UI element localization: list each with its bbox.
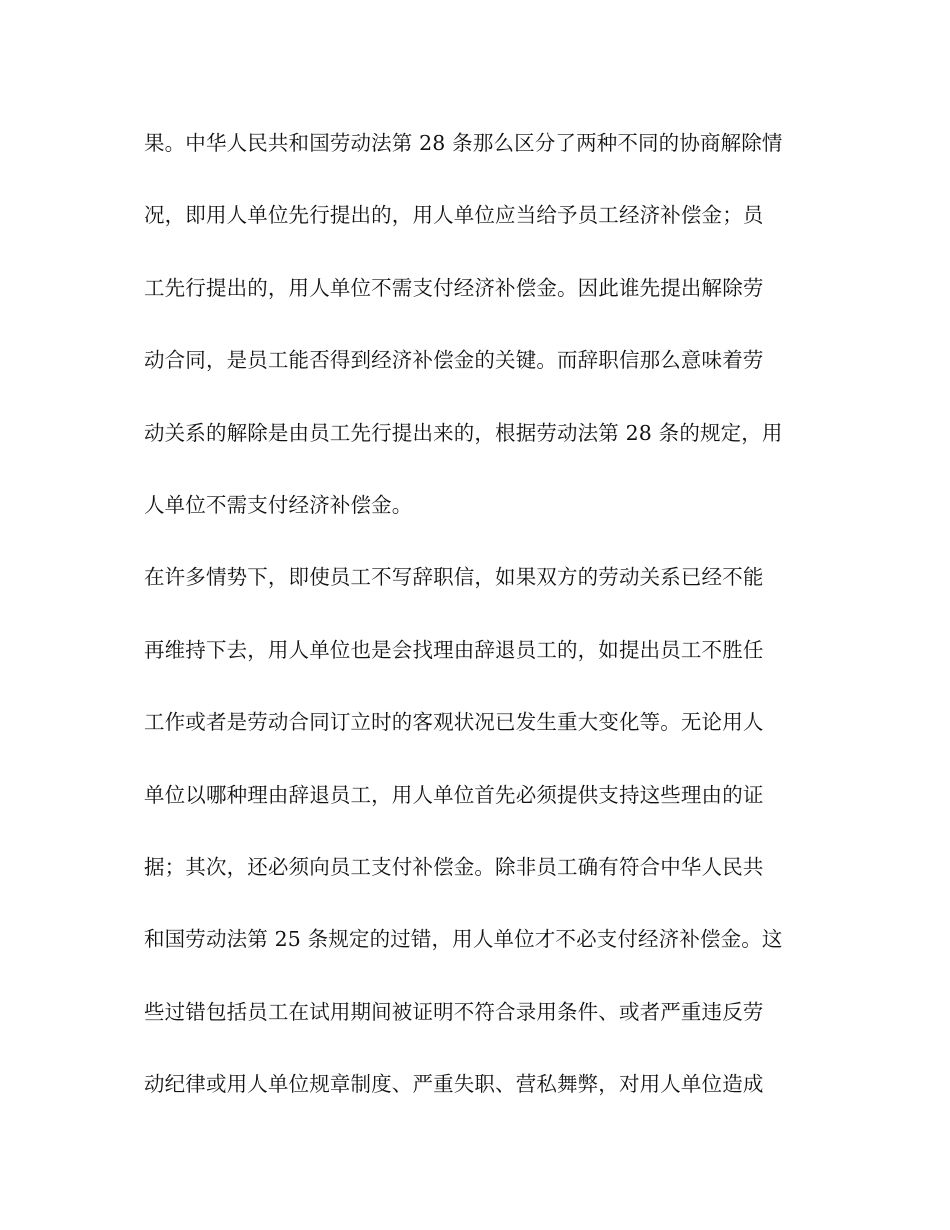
text-line: 据；其次，还必须向员工支付补偿金。除非员工确有符合中华人民共 [144, 854, 764, 879]
text-line: 工作或者是劳动合同订立时的客观状况已发生重大变化等。无论用人 [144, 710, 764, 735]
text-line: 单位以哪种理由辞退员工，用人单位首先必须提供支持这些理由的证 [144, 782, 764, 807]
text-line: 人单位不需支付经济补偿金。 [144, 492, 413, 517]
text-line: 和国劳动法第 25 条规定的过错，用人单位才不必支付经济补偿金。这 [144, 927, 783, 952]
text-line: 况，即用人单位先行提出的，用人单位应当给予员工经济补偿金；员 [144, 203, 764, 228]
text-line: 在许多情势下，即使员工不写辞职信，如果双方的劳动关系已经不能 [144, 565, 764, 590]
text-line: 工先行提出的，用人单位不需支付经济补偿金。因此谁先提出解除劳 [144, 275, 764, 300]
text-line: 再维持下去，用人单位也是会找理由辞退员工的，如提出员工不胜任 [144, 637, 764, 662]
body-text [144, 118, 824, 1131]
text-line: 动合同，是员工能否得到经济补偿金的关键。而辞职信那么意味着劳 [144, 348, 764, 373]
text-line: 动纪律或用人单位规章制度、严重失职、营私舞弊，对用人单位造成 [144, 1072, 764, 1097]
text-line: 动关系的解除是由员工先行提出来的，根据劳动法第 28 条的规定，用 [144, 420, 783, 445]
text-line: 些过错包括员工在试用期间被证明不符合录用条件、或者严重违反劳 [144, 999, 764, 1024]
text-line: 果。中华人民共和国劳动法第 28 条那么区分了两种不同的协商解除情 [144, 131, 783, 155]
